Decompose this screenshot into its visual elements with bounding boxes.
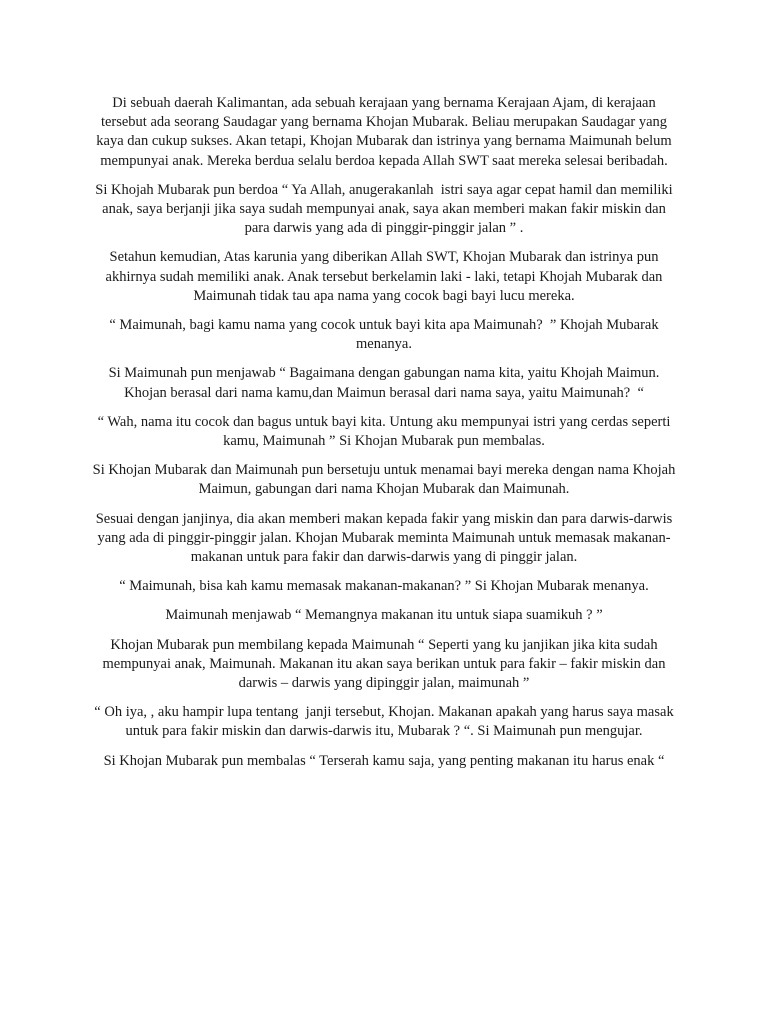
document-body bbox=[88, 94, 680, 781]
paragraph: Sesuai dengan janjinya, dia akan memberi makan kepada fakir yang miskin dan para darwis-darwis yang ada di pinggir-pinggir jalan. Khojan Mubarak meminta Maimunah untuk memasak makanan-makanan untuk para fakir dan darwis-darwis yang di pinggir jalan. bbox=[95, 510, 676, 566]
paragraph: Si Khojah Mubarak pun berdoa “ Ya Allah, anugerakanlah istri saya agar cepat hamil dan memiliki anak, saya berjanji jika saya sudah mempunyai anak, saya akan memberi makan fakir miskin dan para darwis yang ada di pinggir-pinggir jalan ” . bbox=[95, 181, 677, 237]
paragraph: “ Wah, nama itu cocok dan bagus untuk bayi kita. Untung aku mempunyai istri yang cerdas seperti kamu, Maimunah ” Si Khojan Mubarak pun membalas. bbox=[97, 413, 675, 450]
paragraph: Si Khojan Mubarak dan Maimunah pun bersetuju untuk menamai bayi mereka dengan nama Khojah Maimun, gabungan dari nama Khojan Mubarak dan Maimunah. bbox=[92, 462, 679, 498]
paragraph: “ Maimunah, bagi kamu nama yang cocok untuk bayi kita apa Maimunah? ” Khojah Mubarak menanya. bbox=[109, 317, 663, 353]
paragraph: Maimunah menjawab “ Memangnya makanan itu untuk siapa suamikuh ? ” bbox=[165, 607, 603, 624]
paragraph: “ Oh iya, , aku hampir lupa tentang janji tersebut, Khojan. Makanan apakah yang harus saya masak untuk para fakir miskin dan darwis-darwis itu, Mubarak ? “. Si Maimunah pun mengujar. bbox=[94, 704, 678, 740]
paragraph: Di sebuah daerah Kalimantan, ada sebuah kerajaan yang bernama Kerajaan Ajam, di kerajaan tersebut ada seorang Saudagar yang bernama Khojan Mubarak. Beliau merupakan Saudagar yang kaya dan cukup sukses. Akan tetapi, Khojan Mubarak dan istrinya yang bernama Maimunah belum mempunyai anak. Mereka berdua selalu berdoa kepada Allah SWT saat mereka selesai beribadah. bbox=[96, 95, 676, 169]
paragraph: Khojan Mubarak pun membilang kepada Maimunah “ Seperti yang ku janjikan jika kita sudah mempunyai anak, Maimunah. Makanan itu akan saya berikan untuk para fakir – fakir miskin dan darwis – darwis yang dipinggir jalan, maimunah ” bbox=[102, 636, 670, 692]
paragraph: Si Khojan Mubarak pun membalas “ Terserah kamu saja, yang penting makanan itu harus enak “ bbox=[103, 752, 665, 769]
paragraph: Setahun kemudian, Atas karunia yang diberikan Allah SWT, Khojan Mubarak dan istrinya pun akhirnya sudah memiliki anak. Anak tersebut berkelamin laki - laki, tetapi Khojah Mubarak dan Maimunah tidak tau apa nama yang cocok bagi bayi lucu mereka. bbox=[105, 249, 667, 304]
paragraph: “ Maimunah, bisa kah kamu memasak makanan-makanan? ” Si Khojan Mubarak menanya. bbox=[119, 578, 649, 595]
paragraph: Si Maimunah pun menjawab “ Bagaimana dengan gabungan nama kita, yaitu Khojah Maimun. Khojan berasal dari nama kamu,dan Maimun berasal dari nama saya, yaitu Maimunah? “ bbox=[108, 365, 664, 401]
